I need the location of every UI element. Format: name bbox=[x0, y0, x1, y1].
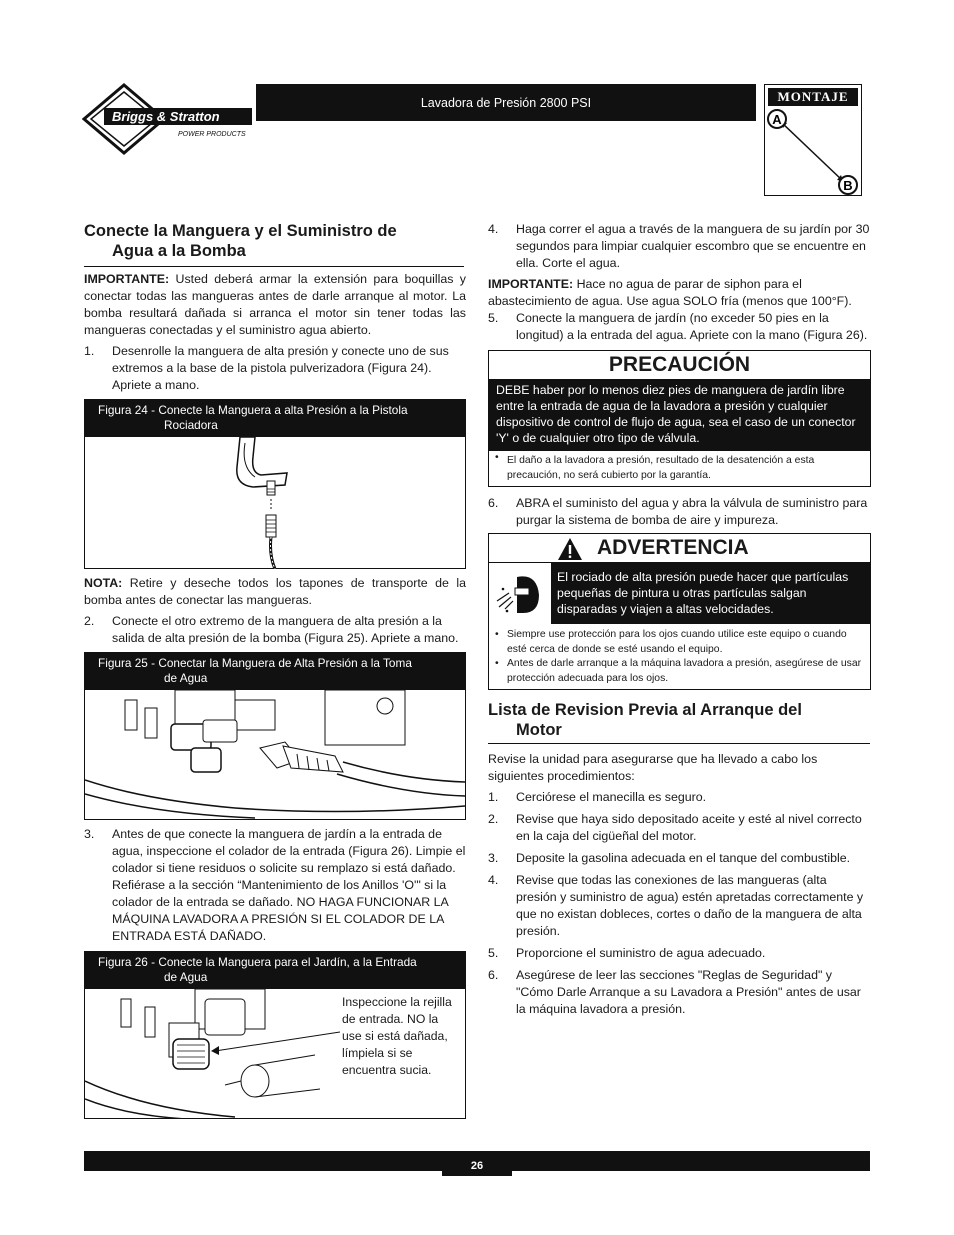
checklist-intro: Revise la unidad para asegurarse que ha llevado a cabo los siguientes procedimientos: bbox=[488, 752, 818, 783]
checklist-item: 3. Deposite la gasolina adecuada en el tanque del combustible. bbox=[488, 851, 851, 865]
checklist-item: 4. Revise que todas las conexiones de las mangueras (alta presión y suministro de agua) estén apretadas correctamente y que no existan dobleces, cortes o daño de la manguera de alta presión. bbox=[488, 873, 864, 938]
step-1: 1. Desenrolle la manguera de alta presión y conecte uno de sus extremos a la base de la pistola pulverizadora (Figura 24). Apriete a mano. bbox=[84, 344, 449, 392]
badge-point-a: A bbox=[772, 112, 782, 127]
right-column bbox=[488, 221, 870, 1018]
section-heading-connect: Conecte la Manguera y el Suministro de Agua a la Bomba bbox=[84, 222, 397, 260]
figure-25 bbox=[84, 652, 466, 820]
checklist-item: 1. Cerciórese el manecilla es seguro. bbox=[488, 790, 707, 804]
warning-box bbox=[488, 533, 871, 690]
brand-logo bbox=[82, 82, 254, 156]
figure-26-callout: Inspeccione la rejilla de entrada. NO la use si está dañada, límpiela si se encuentra sucia. bbox=[342, 995, 452, 1077]
warning-bullet: • Siempre use protección para los ojos cuando utilice este equipo o cuando esté cerca de donde se esté usando el equipo. bbox=[489, 628, 866, 657]
caution-text: DEBE haber por lo menos diez pies de manguera de jardín libre entre la entrada de agua de la lavadora a presión y cualquier dispositivo de control de flujo de agua, sea el caso de un conector 'Y' o de cualquier otro tipo de válvula. bbox=[489, 379, 870, 451]
figure-24 bbox=[84, 399, 466, 569]
important-water-note: IMPORTANTE: Hace no agua de parar de siphon para el abastecimiento de agua. Use agua SOLO fría (menos que 100°F). bbox=[488, 277, 852, 308]
garden-hose-inlet-illustration bbox=[85, 989, 345, 1119]
warning-title: ADVERTENCIA bbox=[597, 536, 749, 559]
checklist bbox=[488, 789, 870, 1018]
step-2: 2. Conecte el otro extremo de la manguera de alta presión a la salida de alta presión de la bomba (Figura 25). Apriete a mano. bbox=[84, 614, 459, 645]
left-column bbox=[84, 221, 466, 1119]
important-note: IMPORTANTE: Usted deberá armar la extensión para boquillas y conectar todas las mangueras antes de darle arranque al motor. La bomba resultará dañada si arranca el motor sin tener todas las mangueras conectadas y el suministro agua abierto. bbox=[84, 272, 466, 337]
page-number: 26 bbox=[442, 1151, 512, 1176]
checklist-item: 5. Proporcione el suministro de agua adecuado. bbox=[488, 946, 766, 960]
brand-name: Briggs & Stratton bbox=[112, 109, 220, 124]
step-5: 5. Conecte la manguera de jardín (no exceder 50 pies en la longitud) a la entrada del agua. Apriete con la mano (Figura 26). bbox=[488, 311, 868, 342]
document-title: Lavadora de Presión 2800 PSI bbox=[256, 84, 756, 121]
spray-gun-illustration bbox=[85, 437, 465, 569]
figure-26 bbox=[84, 951, 466, 1119]
warning-header bbox=[489, 534, 870, 562]
pump-hose-illustration bbox=[85, 690, 465, 820]
eye-protection-icon bbox=[489, 562, 552, 624]
figure-26-caption: Figura 26 - Conecte la Manguera para el Jardín, a la Entrada de Agua bbox=[85, 952, 465, 989]
section-heading-checklist: Lista de Revision Previa al Arranque del Motor bbox=[488, 701, 802, 739]
figure-25-caption: Figura 25 - Conectar la Manguera de Alta Presión a la Toma de Agua bbox=[85, 653, 465, 690]
step-4: 4. Haga correr el agua a través de la manguera de su jardín por 30 segundos para limpiar cualquier escombro que se encuentre en ella. Corte el agua. bbox=[488, 222, 870, 270]
figure-24-caption: Figura 24 - Conecte la Manguera a alta Presión a la Pistola Rociadora bbox=[85, 400, 465, 437]
assembly-arrow-icon bbox=[765, 109, 860, 195]
assembly-badge bbox=[764, 84, 862, 196]
assembly-badge-label: MONTAJE bbox=[768, 88, 858, 106]
warning-text: El rociado de alta presión puede hacer que partículas pequeñas de pintura u otras partículas salgan disparadas y viajen a altas velocidades. bbox=[552, 562, 870, 624]
caution-bullet: • El daño a la lavadora a presión, resultado de la desatención a esta precaución, no será cubierto por la garantía. bbox=[489, 451, 870, 486]
warning-triangle-icon bbox=[557, 537, 583, 561]
brand-sub: POWER PRODUCTS bbox=[178, 131, 246, 138]
warning-bullet: • Antes de darle arranque a la máquina lavadora a presión, asegúrese de usar protección adecuada para los ojos. bbox=[489, 657, 866, 686]
step-6: 6. ABRA el suministo del agua y abra la válvula de suministro para purgar la sistema de bomba de aire y impureza. bbox=[488, 496, 868, 527]
warning-bullets bbox=[489, 624, 870, 689]
caution-box bbox=[488, 350, 871, 487]
step-3: 3. Antes de que conecte la manguera de jardín a la entrada de agua, inspeccione el colador de la entrada (Figura 26). Limpie el colador si tiene residuos o solicite su remplazo si está dañado. Refiérase a la sección “Mantenimiento de los Anillos 'O'" si la colador de la entrada se dañado. NO HAGA FUNCIONAR LA MÁQUINA LAVADORA A PRESIÓN SI EL COLADOR DE LA ENTRADA ESTÁ DAÑADO. bbox=[84, 827, 466, 943]
badge-point-b: B bbox=[843, 178, 853, 193]
checklist-item: 6. Asegúrese de leer las secciones "Reglas de Seguridad" y "Cómo Darle Arranque a su Lavadora a Presión" antes de usar la máquina lavadora a presión. bbox=[488, 968, 861, 1016]
heading-rule bbox=[488, 743, 870, 744]
nota-note: NOTA: Retire y deseche todos los tapones de transporte de la bomba antes de conectar las mangueras. bbox=[84, 576, 466, 607]
checklist-item: 2. Revise que haya sido depositado aceite y esté al nivel correcto en la caja del cigüeñal del motor. bbox=[488, 812, 862, 843]
warning-body bbox=[489, 562, 870, 624]
caution-title: PRECAUCIÓN bbox=[608, 353, 751, 376]
heading-rule bbox=[84, 266, 464, 267]
